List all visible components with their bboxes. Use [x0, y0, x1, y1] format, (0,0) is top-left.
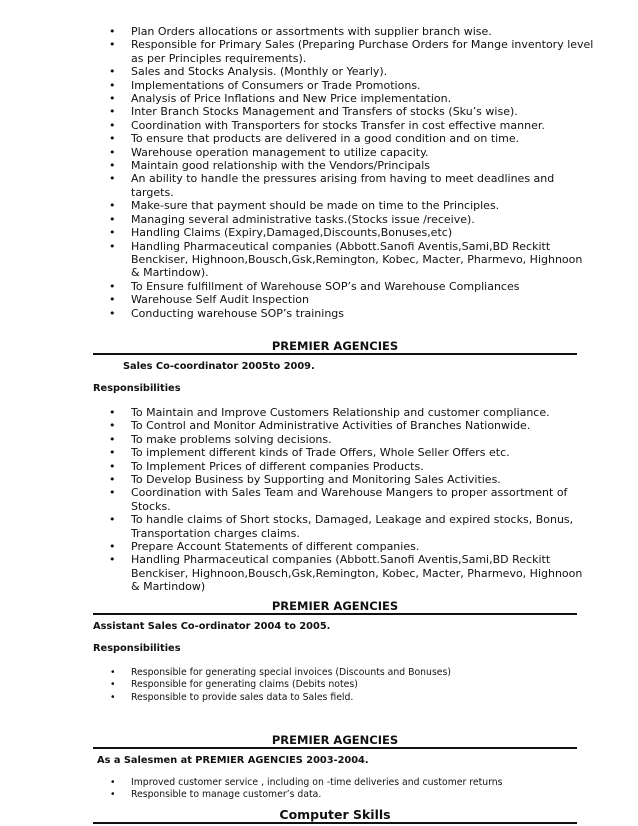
list-item: • Improved customer service , including on -time deliveries and customer returns — [0, 777, 638, 789]
list-item: • Plan Orders allocations or assortments with supplier branch wise. — [0, 25, 638, 38]
list-item: • Warehouse operation management to utilize capacity. — [0, 146, 638, 159]
list-item: • Maintain good relationship with the Vendors/Principals — [0, 159, 638, 172]
list-item: • Responsible to manage customer’s data. — [0, 789, 638, 801]
section2-company: PREMIER AGENCIES — [271, 599, 399, 613]
section2-role: Assistant Sales Co-ordinator 2004 to 2005. — [93, 621, 331, 632]
list-item: • To Develop Business by Supporting and Monitoring Sales Activities. — [0, 473, 638, 486]
section1-rule — [93, 353, 577, 355]
list-item: • Make-sure that payment should be made on time to the Principles. — [0, 199, 638, 212]
section1-resp-heading: Responsibilities — [93, 383, 181, 394]
list-item: • Coordination with Transporters for stocks Transfer in cost effective manner. — [0, 119, 638, 132]
list-item: • Conducting warehouse SOP’s trainings — [0, 307, 638, 320]
list-item: • Prepare Account Statements of different companies. — [0, 540, 638, 553]
list-item: • An ability to handle the pressures arising from having to meet deadlines and targets. — [0, 172, 638, 199]
list-item: • Analysis of Price Inflations and New Price implementation. — [0, 92, 638, 105]
list-item: • To implement different kinds of Trade Offers, Whole Seller Offers etc. — [0, 446, 638, 459]
list-item: • Responsible for Primary Sales (Preparing Purchase Orders for Mange inventory level as per Principles requirements). — [0, 38, 638, 65]
computer-skills-title: Computer Skills — [279, 807, 391, 822]
section3-list — [0, 777, 638, 802]
list-item: • To ensure that products are delivered in a good condition and on time. — [0, 132, 638, 145]
duties-list — [0, 25, 638, 320]
section3-company: PREMIER AGENCIES — [271, 733, 399, 747]
section3-role: As a Salesmen at PREMIER AGENCIES 2003-2004. — [97, 755, 369, 766]
list-item: • To Implement Prices of different companies Products. — [0, 460, 638, 473]
list-item: • Implementations of Consumers or Trade Promotions. — [0, 79, 638, 92]
list-item: • To handle claims of Short stocks, Damaged, Leakage and expired stocks, Bonus, Transportation charges claims. — [0, 513, 638, 540]
list-item: • Responsible for generating special invoices (Discounts and Bonuses) — [0, 667, 638, 679]
section3-rule — [93, 747, 577, 749]
list-item: • To Maintain and Improve Customers Relationship and customer compliance. — [0, 406, 638, 419]
list-item: • To Control and Monitor Administrative Activities of Branches Nationwide. — [0, 419, 638, 432]
section1-role: Sales Co-coordinator 2005to 2009. — [123, 361, 315, 372]
list-item: • Coordination with Sales Team and Warehouse Mangers to proper assortment of Stocks. — [0, 486, 638, 513]
section2-resp-heading: Responsibilities — [93, 643, 181, 654]
list-item: • Warehouse Self Audit Inspection — [0, 293, 638, 306]
section1-company: PREMIER AGENCIES — [271, 339, 399, 353]
list-item: • Handling Pharmaceutical companies (Abbott.Sanofi Aventis,Sami,BD Reckitt Benckiser, Highnoon,Bousch,Gsk,Remington, Kobec, Macter, Pharmevo, Highnoon & Martindow). — [0, 240, 638, 280]
list-item: • Responsible to provide sales data to Sales field. — [0, 692, 638, 704]
list-item: • Managing several administrative tasks.(Stocks issue /receive). — [0, 213, 638, 226]
section2-list — [0, 667, 638, 704]
list-item: • Inter Branch Stocks Management and Transfers of stocks (Sku’s wise). — [0, 105, 638, 118]
section1-list — [0, 406, 638, 594]
list-item: • To make problems solving decisions. — [0, 433, 638, 446]
section2-rule — [93, 613, 577, 615]
list-item: • Sales and Stocks Analysis. (Monthly or Yearly). — [0, 65, 638, 78]
computer-skills-rule — [93, 822, 577, 824]
list-item: • To Ensure fulfillment of Warehouse SOP’s and Warehouse Compliances — [0, 280, 638, 293]
list-item: • Handling Claims (Expiry,Damaged,Discounts,Bonuses,etc) — [0, 226, 638, 239]
list-item: • Responsible for generating claims (Debits notes) — [0, 679, 638, 691]
list-item: • Handling Pharmaceutical companies (Abbott.Sanofi Aventis,Sami,BD Reckitt Benckiser, Highnoon,Bousch,Gsk,Remington, Kobec, Macter, Pharmevo, Highnoon & Martindow) — [0, 553, 638, 593]
